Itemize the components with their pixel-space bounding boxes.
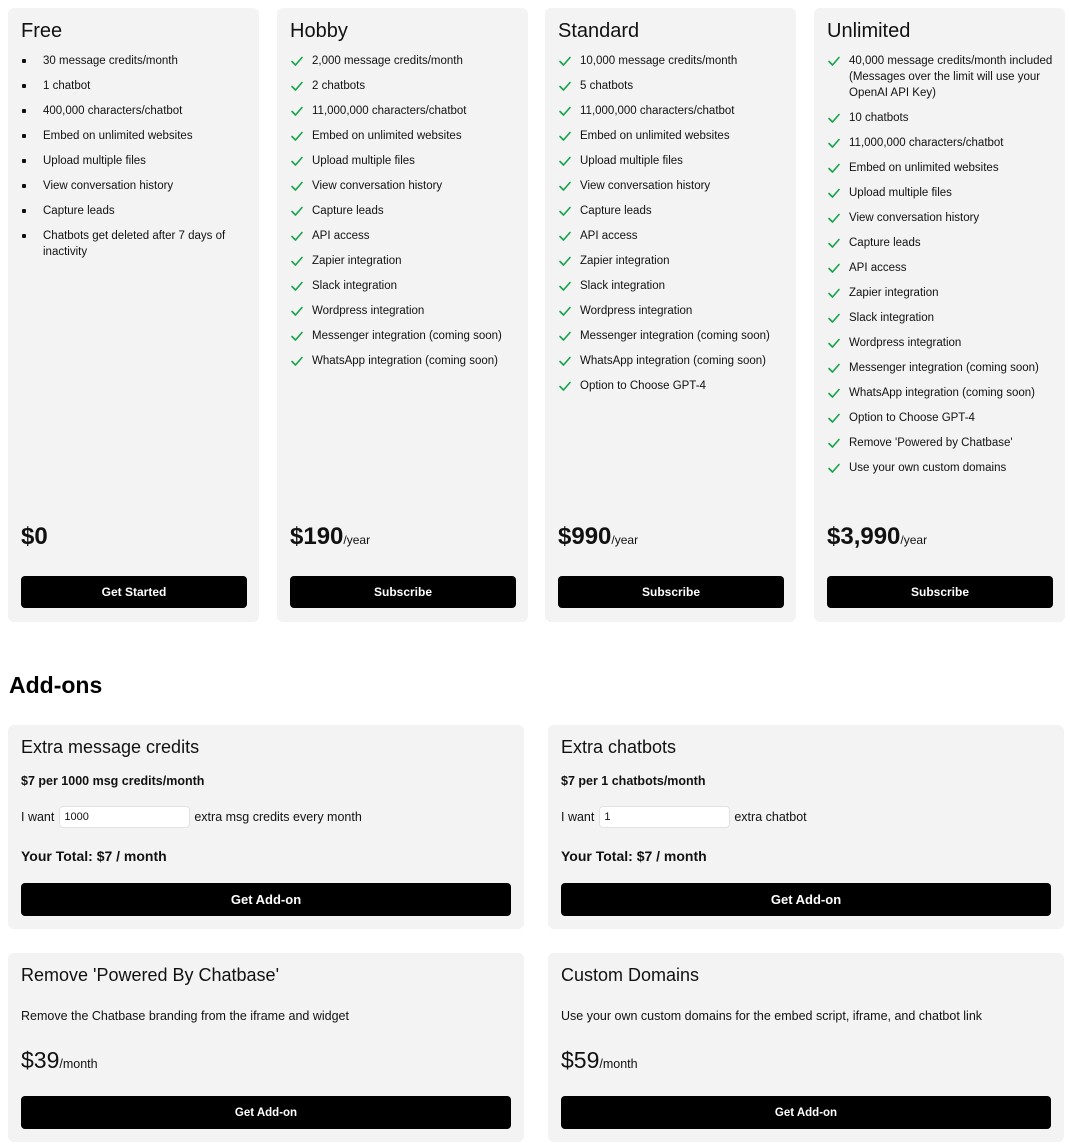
check-icon xyxy=(558,104,572,118)
feature-item xyxy=(21,228,249,260)
check-icon xyxy=(558,204,572,218)
addon-description: Remove the Chatbase branding from the iframe and widget xyxy=(21,1009,349,1023)
feature-item xyxy=(827,310,1055,326)
pricing-plans xyxy=(8,8,1064,622)
feature-text: Capture leads xyxy=(43,205,115,217)
check-icon xyxy=(558,154,572,168)
feature-item xyxy=(290,328,518,344)
feature-text: Zapier integration xyxy=(580,255,670,267)
quantity-prefix: I want xyxy=(21,810,55,824)
check-icon xyxy=(827,461,841,475)
feature-item xyxy=(21,128,249,144)
feature-text: Embed on unlimited websites xyxy=(580,130,730,142)
quantity-row xyxy=(561,806,807,828)
quantity-suffix: extra msg credits every month xyxy=(194,810,362,824)
price-period: /month xyxy=(59,1057,98,1071)
feature-item xyxy=(290,278,518,294)
check-icon xyxy=(290,129,304,143)
plan-card-hobby xyxy=(277,8,528,622)
feature-text: API access xyxy=(849,262,907,274)
feature-text: Capture leads xyxy=(312,205,384,217)
feature-item xyxy=(21,103,249,119)
feature-text: View conversation history xyxy=(312,180,443,192)
feature-text: Wordpress integration xyxy=(312,305,425,317)
feature-item xyxy=(558,128,786,144)
feature-item xyxy=(290,128,518,144)
check-icon xyxy=(827,136,841,150)
feature-item xyxy=(827,135,1055,151)
feature-text: Upload multiple files xyxy=(580,155,683,167)
feature-text: 30 message credits/month xyxy=(43,55,178,67)
feature-text: Slack integration xyxy=(849,312,935,324)
check-icon xyxy=(827,54,841,68)
price-period: /year xyxy=(611,533,639,547)
feature-item xyxy=(827,210,1055,226)
bullet-icon xyxy=(22,209,26,213)
chatbots-quantity-input[interactable] xyxy=(599,806,730,828)
addon-card-custom-domains xyxy=(548,953,1064,1142)
plan-card-standard xyxy=(545,8,796,622)
feature-item xyxy=(827,360,1055,376)
feature-text: 5 chatbots xyxy=(580,80,634,92)
feature-item xyxy=(290,53,518,69)
feature-item xyxy=(827,235,1055,251)
price-period: /month xyxy=(599,1057,638,1071)
plan-card-free xyxy=(8,8,259,622)
feature-text: Upload multiple files xyxy=(43,155,146,167)
bullet-icon xyxy=(22,109,26,113)
feature-item xyxy=(290,153,518,169)
check-icon xyxy=(827,211,841,225)
feature-text: API access xyxy=(312,230,370,242)
feature-list xyxy=(558,53,786,403)
feature-item xyxy=(558,278,786,294)
addon-card-remove-branding xyxy=(8,953,524,1142)
addon-description: Use your own custom domains for the embed script, iframe, and chatbot link xyxy=(561,1009,983,1023)
price-period: /year xyxy=(343,533,371,547)
check-icon xyxy=(558,229,572,243)
feature-item xyxy=(827,185,1055,201)
check-icon xyxy=(827,161,841,175)
feature-text: Embed on unlimited websites xyxy=(312,130,462,142)
feature-item xyxy=(558,328,786,344)
feature-text: Option to Choose GPT-4 xyxy=(580,380,706,392)
quantity-suffix: extra chatbot xyxy=(734,810,807,824)
addon-total: Your Total: $7 / month xyxy=(21,848,167,864)
feature-text: Upload multiple files xyxy=(312,155,415,167)
feature-item xyxy=(827,53,1055,101)
price-amount: $0 xyxy=(21,523,48,550)
check-icon xyxy=(290,154,304,168)
feature-item xyxy=(827,335,1055,351)
plan-price xyxy=(558,523,638,551)
feature-text: 11,000,000 characters/chatbot xyxy=(312,105,467,117)
feature-item xyxy=(558,253,786,269)
quantity-prefix: I want xyxy=(561,810,595,824)
plan-price xyxy=(21,523,48,551)
feature-text: WhatsApp integration (coming soon) xyxy=(312,355,499,367)
get-addon-credits-button[interactable]: Get Add-on xyxy=(21,883,511,916)
feature-text: 2,000 message credits/month xyxy=(312,55,463,67)
check-icon xyxy=(827,436,841,450)
feature-item xyxy=(827,110,1055,126)
check-icon xyxy=(558,129,572,143)
feature-text: 1 chatbot xyxy=(43,80,91,92)
bullet-icon xyxy=(22,59,26,63)
check-icon xyxy=(558,79,572,93)
price-period: /year xyxy=(900,533,928,547)
feature-item xyxy=(558,353,786,369)
plan-title: Standard xyxy=(558,20,640,42)
feature-item xyxy=(827,260,1055,276)
get-addon-branding-button[interactable]: Get Add-on xyxy=(21,1096,511,1129)
quantity-row xyxy=(21,806,362,828)
feature-text: 11,000,000 characters/chatbot xyxy=(580,105,735,117)
feature-item xyxy=(558,378,786,394)
check-icon xyxy=(827,111,841,125)
feature-item xyxy=(21,153,249,169)
feature-item xyxy=(558,78,786,94)
feature-item xyxy=(558,178,786,194)
check-icon xyxy=(827,186,841,200)
feature-item xyxy=(290,103,518,119)
feature-text: Use your own custom domains xyxy=(849,462,1007,474)
plan-title: Unlimited xyxy=(827,20,911,42)
check-icon xyxy=(290,54,304,68)
feature-item xyxy=(21,78,249,94)
feature-text: View conversation history xyxy=(849,212,980,224)
check-icon xyxy=(290,329,304,343)
check-icon xyxy=(558,254,572,268)
feature-item xyxy=(290,353,518,369)
check-icon xyxy=(827,336,841,350)
subscribe-unlimited-button[interactable]: Subscribe xyxy=(827,576,1053,608)
feature-item xyxy=(558,153,786,169)
feature-item xyxy=(290,253,518,269)
addon-title: Extra message credits xyxy=(21,737,200,757)
check-icon xyxy=(558,54,572,68)
check-icon xyxy=(290,229,304,243)
addon-card-extra-credits xyxy=(8,725,524,929)
feature-text: WhatsApp integration (coming soon) xyxy=(849,387,1036,399)
plan-price xyxy=(290,523,370,551)
price-amount: $990 xyxy=(558,523,612,550)
subscribe-hobby-button[interactable]: Subscribe xyxy=(290,576,516,608)
feature-item xyxy=(290,178,518,194)
feature-list xyxy=(21,53,249,269)
bullet-icon xyxy=(22,159,26,163)
feature-text: Messenger integration (coming soon) xyxy=(312,330,502,342)
plan-card-unlimited xyxy=(814,8,1065,622)
feature-list xyxy=(827,53,1055,485)
price-amount: $39 xyxy=(21,1047,60,1073)
feature-text: 400,000 characters/chatbot xyxy=(43,105,183,117)
addon-total: Your Total: $7 / month xyxy=(561,848,707,864)
feature-item xyxy=(558,303,786,319)
feature-item xyxy=(827,160,1055,176)
addon-title: Remove 'Powered By Chatbase' xyxy=(21,965,280,985)
check-icon xyxy=(827,236,841,250)
feature-text: Embed on unlimited websites xyxy=(849,162,999,174)
feature-item xyxy=(290,203,518,219)
feature-text: Upload multiple files xyxy=(849,187,952,199)
check-icon xyxy=(827,411,841,425)
feature-item xyxy=(558,203,786,219)
feature-text: 40,000 message credits/month included (Messages over the limit will use your OpenAI API Key) xyxy=(849,55,1053,99)
plan-title: Free xyxy=(21,20,63,42)
feature-text: Capture leads xyxy=(849,237,921,249)
addon-price xyxy=(561,1047,638,1074)
feature-text: Option to Choose GPT-4 xyxy=(849,412,975,424)
feature-text: Messenger integration (coming soon) xyxy=(849,362,1039,374)
feature-text: Chatbots get deleted after 7 days of inactivity xyxy=(43,230,226,258)
check-icon xyxy=(558,379,572,393)
check-icon xyxy=(290,79,304,93)
feature-text: View conversation history xyxy=(43,180,174,192)
addons-heading: Add-ons xyxy=(9,672,103,698)
plan-title: Hobby xyxy=(290,20,348,42)
plan-price xyxy=(827,523,927,551)
feature-item xyxy=(290,78,518,94)
feature-text: Wordpress integration xyxy=(580,305,693,317)
check-icon xyxy=(290,279,304,293)
feature-text: WhatsApp integration (coming soon) xyxy=(580,355,767,367)
addon-rate: $7 per 1 chatbots/month xyxy=(561,774,706,788)
feature-item xyxy=(290,228,518,244)
feature-text: 2 chatbots xyxy=(312,80,366,92)
feature-item xyxy=(558,103,786,119)
check-icon xyxy=(827,261,841,275)
feature-item xyxy=(290,303,518,319)
check-icon xyxy=(558,179,572,193)
addon-title: Extra chatbots xyxy=(561,737,677,757)
feature-item xyxy=(558,53,786,69)
check-icon xyxy=(558,329,572,343)
check-icon xyxy=(290,354,304,368)
feature-item xyxy=(21,178,249,194)
addon-rate: $7 per 1000 msg credits/month xyxy=(21,774,205,788)
feature-text: Slack integration xyxy=(312,280,398,292)
feature-text: Wordpress integration xyxy=(849,337,962,349)
feature-item xyxy=(558,228,786,244)
check-icon xyxy=(558,354,572,368)
bullet-icon xyxy=(22,134,26,138)
check-icon xyxy=(827,361,841,375)
feature-text: Zapier integration xyxy=(849,287,939,299)
subscribe-standard-button[interactable]: Subscribe xyxy=(558,576,784,608)
price-amount: $59 xyxy=(561,1047,600,1073)
feature-text: 11,000,000 characters/chatbot xyxy=(849,137,1004,149)
feature-text: View conversation history xyxy=(580,180,711,192)
feature-text: Capture leads xyxy=(580,205,652,217)
check-icon xyxy=(827,311,841,325)
addon-title: Custom Domains xyxy=(561,965,700,985)
price-amount: $3,990 xyxy=(827,523,901,550)
feature-text: Embed on unlimited websites xyxy=(43,130,193,142)
check-icon xyxy=(290,254,304,268)
addon-price xyxy=(21,1047,98,1074)
feature-item xyxy=(827,460,1055,476)
feature-item xyxy=(827,435,1055,451)
get-addon-chatbots-button[interactable]: Get Add-on xyxy=(561,883,1051,916)
feature-item xyxy=(21,203,249,219)
feature-item xyxy=(827,385,1055,401)
feature-item xyxy=(827,285,1055,301)
check-icon xyxy=(827,386,841,400)
bullet-icon xyxy=(22,184,26,188)
feature-text: Messenger integration (coming soon) xyxy=(580,330,770,342)
price-amount: $190 xyxy=(290,523,344,550)
check-icon xyxy=(558,304,572,318)
feature-text: Zapier integration xyxy=(312,255,402,267)
feature-text: API access xyxy=(580,230,638,242)
feature-text: Slack integration xyxy=(580,280,666,292)
feature-item xyxy=(21,53,249,69)
feature-text: Remove 'Powered by Chatbase' xyxy=(849,437,1013,449)
feature-item xyxy=(827,410,1055,426)
bullet-icon xyxy=(22,84,26,88)
feature-text: 10,000 message credits/month xyxy=(580,55,738,67)
feature-text: 10 chatbots xyxy=(849,112,909,124)
credits-quantity-input[interactable] xyxy=(59,806,190,828)
check-icon xyxy=(827,286,841,300)
check-icon xyxy=(290,179,304,193)
feature-list xyxy=(290,53,518,378)
get-addon-domains-button[interactable]: Get Add-on xyxy=(561,1096,1051,1129)
check-icon xyxy=(290,104,304,118)
check-icon xyxy=(558,279,572,293)
bullet-icon xyxy=(22,234,26,238)
addon-card-extra-chatbots xyxy=(548,725,1064,929)
check-icon xyxy=(290,204,304,218)
check-icon xyxy=(290,304,304,318)
get-started-button[interactable]: Get Started xyxy=(21,576,247,608)
